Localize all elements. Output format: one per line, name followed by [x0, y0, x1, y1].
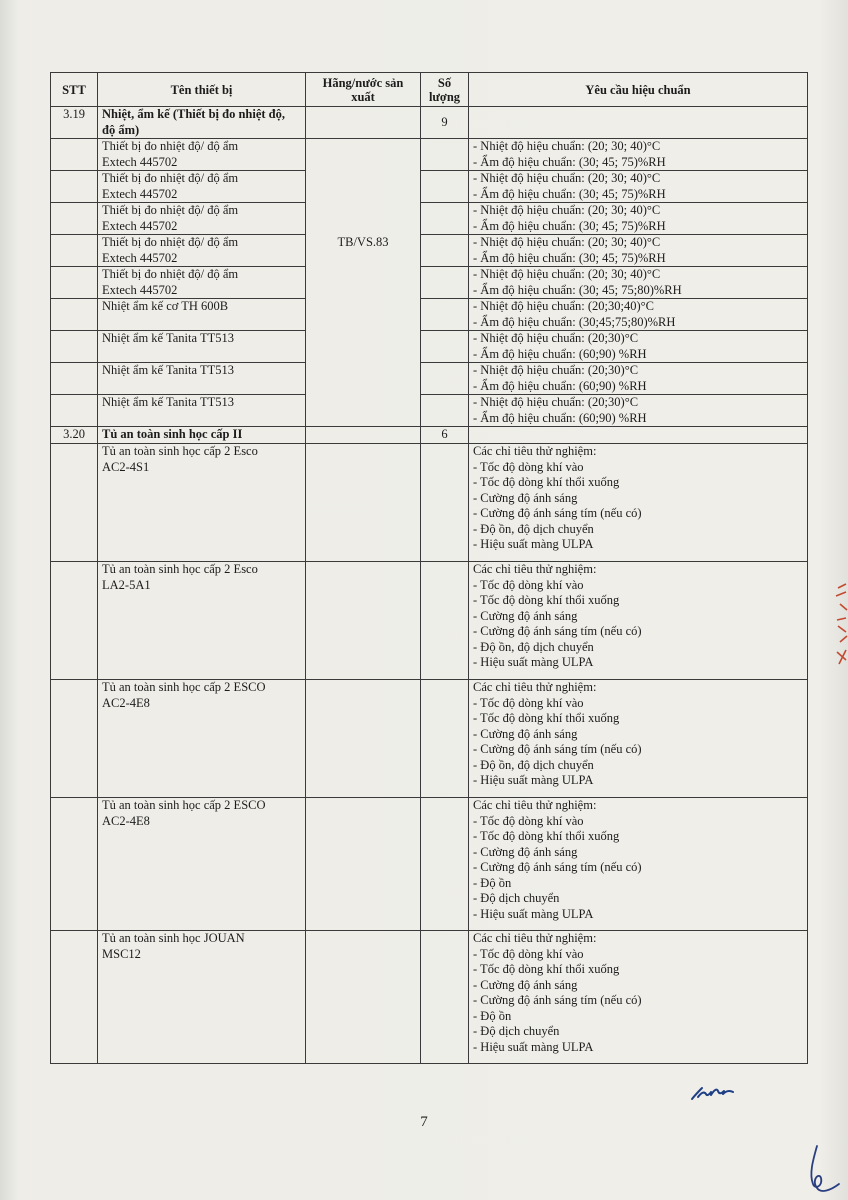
- device-row: [51, 203, 808, 235]
- text-line: Các chỉ tiêu thử nghiệm:: [473, 680, 597, 694]
- text-line: - Độ dịch chuyển: [473, 891, 560, 905]
- device-row: [51, 171, 808, 203]
- device-quantity-cell: [421, 395, 469, 427]
- page-number: 7: [420, 1114, 428, 1130]
- text-line: Extech 445702: [102, 218, 178, 233]
- text-line: - Hiệu suất màng ULPA: [473, 906, 594, 921]
- text-line: Các chỉ tiêu thử nghiệm:: [473, 562, 597, 576]
- text-line: - Độ dịch chuyển: [473, 1024, 560, 1038]
- device-requirements: [469, 235, 808, 267]
- text-line: - Cường độ ánh sáng: [473, 490, 578, 505]
- cabinet-quantity-cell: [421, 680, 469, 798]
- text-line: Các chỉ tiêu thử nghiệm:: [473, 444, 597, 458]
- text-line: - Ẩm độ hiệu chuẩn: (60;90) %RH: [473, 346, 647, 361]
- cabinet-row: [51, 680, 808, 798]
- device-row: [51, 395, 808, 427]
- cabinet-manufacturer-cell: [306, 680, 421, 798]
- text-line: Tủ an toàn sinh học cấp 2 Esco: [102, 444, 258, 458]
- device-requirements: [469, 267, 808, 299]
- device-name: [98, 139, 306, 171]
- text-line: - Cường độ ánh sáng tím (nếu có): [473, 624, 642, 638]
- cabinet-requirements: [469, 931, 808, 1064]
- text-line: Extech 445702: [102, 282, 178, 297]
- text-line: Nhiệt ẩm kế cơ TH 600B: [102, 299, 229, 313]
- corner-signature: [795, 1140, 848, 1200]
- cabinet-manufacturer-cell: [306, 562, 421, 680]
- handwritten-initials: [690, 1082, 738, 1104]
- header-stt: STT: [51, 73, 98, 107]
- cabinet-name: [98, 680, 306, 798]
- device-name: [98, 267, 306, 299]
- calibration-table: [50, 72, 808, 1064]
- cabinet-quantity-cell: [421, 798, 469, 931]
- cabinet-requirements: [469, 680, 808, 798]
- group-quantity: 6: [421, 427, 469, 444]
- group-stt: 3.20: [51, 427, 98, 444]
- device-row: [51, 267, 808, 299]
- text-line: - Cường độ ánh sáng: [473, 608, 578, 623]
- text-line: - Cường độ ánh sáng: [473, 844, 578, 859]
- text-line: - Ẩm độ hiệu chuẩn: (30; 45; 75)%RH: [473, 154, 666, 169]
- text-line: - Tốc độ dòng khí vào: [473, 946, 584, 961]
- text-line: - Ẩm độ hiệu chuẩn: (30; 45; 75)%RH: [473, 218, 666, 233]
- text-line: - Độ ồn: [473, 875, 512, 890]
- text-line: - Cường độ ánh sáng tím (nếu có): [473, 506, 642, 520]
- text-line: LA2-5A1: [102, 577, 151, 592]
- cabinet-name: [98, 798, 306, 931]
- device-name: [98, 203, 306, 235]
- text-line: - Cường độ ánh sáng tím (nếu có): [473, 993, 642, 1007]
- device-quantity-cell: [421, 171, 469, 203]
- text-line: Tủ an toàn sinh học cấp 2 ESCO: [102, 680, 266, 694]
- text-line: - Nhiệt độ hiệu chuẩn: (20; 30; 40)°C: [473, 171, 661, 185]
- group-stt: 3.19: [51, 107, 98, 139]
- text-line: - Độ ồn, độ dịch chuyển: [473, 757, 594, 772]
- device-name: [98, 299, 306, 331]
- text-line: - Tốc độ dòng khí thổi xuống: [473, 829, 620, 843]
- text-line: Các chỉ tiêu thử nghiệm:: [473, 931, 597, 945]
- cabinet-manufacturer-cell: [306, 444, 421, 562]
- text-line: - Nhiệt độ hiệu chuẩn: (20; 30; 40)°C: [473, 139, 661, 153]
- text-line: - Ẩm độ hiệu chuẩn: (60;90) %RH: [473, 410, 647, 425]
- device-quantity-cell: [421, 235, 469, 267]
- cabinet-requirements: [469, 444, 808, 562]
- text-line: Extech 445702: [102, 250, 178, 265]
- group-3-20: [51, 427, 808, 1064]
- device-requirements: [469, 363, 808, 395]
- cabinet-name: [98, 562, 306, 680]
- text-line: - Nhiệt độ hiệu chuẩn: (20;30)°C: [473, 395, 639, 409]
- text-line: - Độ ồn, độ dịch chuyển: [473, 521, 594, 536]
- text-line: - Độ ồn, độ dịch chuyển: [473, 639, 594, 654]
- cabinet-stt-cell: [51, 562, 98, 680]
- device-stt-cell: [51, 139, 98, 171]
- cabinet-stt-cell: [51, 444, 98, 562]
- device-stt-cell: [51, 171, 98, 203]
- text-line: Nhiệt ẩm kế Tanita TT513: [102, 331, 234, 345]
- device-stt-cell: [51, 299, 98, 331]
- text-line: - Nhiệt độ hiệu chuẩn: (20;30)°C: [473, 331, 639, 345]
- group-requirements-cell: [469, 107, 808, 139]
- text-line: AC2-4E8: [102, 695, 150, 710]
- text-line: - Ẩm độ hiệu chuẩn: (30; 45; 75;80)%RH: [473, 282, 682, 297]
- device-quantity-cell: [421, 139, 469, 171]
- device-quantity-cell: [421, 299, 469, 331]
- text-line: Tủ an toàn sinh học cấp 2 ESCO: [102, 798, 266, 812]
- device-quantity-cell: [421, 363, 469, 395]
- cabinet-quantity-cell: [421, 444, 469, 562]
- text-line: AC2-4S1: [102, 459, 150, 474]
- text-line: - Ẩm độ hiệu chuẩn: (30; 45; 75)%RH: [473, 250, 666, 265]
- device-row: [51, 139, 808, 171]
- header-quantity: Số lượng: [421, 73, 469, 107]
- text-line: - Cường độ ánh sáng tím (nếu có): [473, 860, 642, 874]
- text-line: Thiết bị đo nhiệt độ/ độ ẩm: [102, 203, 239, 217]
- cabinet-name: [98, 444, 306, 562]
- text-line: - Tốc độ dòng khí thổi xuống: [473, 711, 620, 725]
- text-line: - Cường độ ánh sáng tím (nếu có): [473, 742, 642, 756]
- text-line: - Tốc độ dòng khí thổi xuống: [473, 593, 620, 607]
- group-title: Nhiệt, ẩm kế (Thiết bị đo nhiệt độ, độ ẩm): [98, 107, 306, 139]
- text-line: - Hiệu suất màng ULPA: [473, 773, 594, 787]
- text-line: - Tốc độ dòng khí thổi xuống: [473, 962, 620, 976]
- text-line: - Hiệu suất màng ULPA: [473, 537, 594, 551]
- text-line: - Ẩm độ hiệu chuẩn: (60;90) %RH: [473, 378, 647, 393]
- group-3-19: [51, 107, 808, 427]
- text-line: - Tốc độ dòng khí vào: [473, 695, 584, 710]
- text-line: AC2-4E8: [102, 813, 150, 828]
- cabinet-quantity-cell: [421, 562, 469, 680]
- device-requirements: [469, 395, 808, 427]
- group-row: [51, 107, 808, 139]
- text-line: - Độ ồn: [473, 1008, 512, 1023]
- cabinet-requirements: [469, 798, 808, 931]
- device-requirements: [469, 139, 808, 171]
- text-line: - Nhiệt độ hiệu chuẩn: (20;30)°C: [473, 363, 639, 377]
- device-name: [98, 331, 306, 363]
- text-line: - Cường độ ánh sáng: [473, 726, 578, 741]
- table-header-row: [51, 73, 808, 107]
- text-line: Nhiệt ẩm kế Tanita TT513: [102, 395, 234, 409]
- cabinet-manufacturer-cell: [306, 798, 421, 931]
- text-line: - Nhiệt độ hiệu chuẩn: (20; 30; 40)°C: [473, 235, 661, 249]
- group-title: Tủ an toàn sinh học cấp II: [98, 427, 306, 444]
- text-line: Nhiệt ẩm kế Tanita TT513: [102, 363, 234, 377]
- text-line: Thiết bị đo nhiệt độ/ độ ẩm: [102, 267, 239, 281]
- device-row: [51, 235, 808, 267]
- device-requirements: [469, 171, 808, 203]
- group-requirements-cell: [469, 427, 808, 444]
- device-stt-cell: [51, 395, 98, 427]
- cabinet-requirements: [469, 562, 808, 680]
- device-row: [51, 331, 808, 363]
- device-stt-cell: [51, 267, 98, 299]
- device-name: [98, 235, 306, 267]
- text-line: - Nhiệt độ hiệu chuẩn: (20; 30; 40)°C: [473, 267, 661, 281]
- header-calibration-requirements: Yêu cầu hiệu chuẩn: [469, 73, 808, 107]
- header-device-name: Tên thiết bị: [98, 73, 306, 107]
- device-stt-cell: [51, 203, 98, 235]
- group-manufacturer-cell: [306, 427, 421, 444]
- device-quantity-cell: [421, 267, 469, 299]
- device-stt-cell: [51, 235, 98, 267]
- text-line: - Ẩm độ hiệu chuẩn: (30;45;75;80)%RH: [473, 314, 676, 329]
- device-requirements: [469, 203, 808, 235]
- device-row: [51, 299, 808, 331]
- text-line: - Ẩm độ hiệu chuẩn: (30; 45; 75)%RH: [473, 186, 666, 201]
- text-line: Extech 445702: [102, 154, 178, 169]
- text-line: Thiết bị đo nhiệt độ/ độ ẩm: [102, 235, 239, 249]
- device-stt-cell: [51, 331, 98, 363]
- text-line: Các chỉ tiêu thử nghiệm:: [473, 798, 597, 812]
- text-line: - Cường độ ánh sáng: [473, 977, 578, 992]
- text-line: Thiết bị đo nhiệt độ/ độ ẩm: [102, 171, 239, 185]
- device-requirements: [469, 299, 808, 331]
- device-name: [98, 171, 306, 203]
- device-name: [98, 395, 306, 427]
- device-stt-cell: [51, 363, 98, 395]
- cabinet-row: [51, 931, 808, 1064]
- device-name: [98, 363, 306, 395]
- text-line: MSC12: [102, 946, 141, 961]
- text-line: - Nhiệt độ hiệu chuẩn: (20;30;40)°C: [473, 299, 655, 313]
- cabinet-stt-cell: [51, 798, 98, 931]
- text-line: Thiết bị đo nhiệt độ/ độ ẩm: [102, 139, 239, 153]
- cabinet-row: [51, 798, 808, 931]
- text-line: - Hiệu suất màng ULPA: [473, 1039, 594, 1054]
- text-line: - Tốc độ dòng khí thổi xuống: [473, 475, 620, 489]
- text-line: Tủ an toàn sinh học cấp 2 Esco: [102, 562, 258, 576]
- device-row: [51, 363, 808, 395]
- cabinet-row: [51, 444, 808, 562]
- cabinet-manufacturer-cell: [306, 931, 421, 1064]
- device-manufacturer: TB/VS.83: [306, 139, 421, 427]
- red-seal-edge: [828, 580, 848, 670]
- device-quantity-cell: [421, 331, 469, 363]
- group-quantity: 9: [421, 107, 469, 139]
- text-line: - Nhiệt độ hiệu chuẩn: (20; 30; 40)°C: [473, 203, 661, 217]
- device-requirements: [469, 331, 808, 363]
- text-line: - Hiệu suất màng ULPA: [473, 655, 594, 669]
- text-line: - Tốc độ dòng khí vào: [473, 813, 584, 828]
- cabinet-name: [98, 931, 306, 1064]
- text-line: - Tốc độ dòng khí vào: [473, 459, 584, 474]
- device-quantity-cell: [421, 203, 469, 235]
- text-line: - Tốc độ dòng khí vào: [473, 577, 584, 592]
- cabinet-row: [51, 562, 808, 680]
- cabinet-quantity-cell: [421, 931, 469, 1064]
- group-manufacturer-cell: [306, 107, 421, 139]
- text-line: Extech 445702: [102, 186, 178, 201]
- group-row: [51, 427, 808, 444]
- header-manufacturer: Hãng/nước sản xuất: [306, 73, 421, 107]
- cabinet-stt-cell: [51, 931, 98, 1064]
- cabinet-stt-cell: [51, 680, 98, 798]
- text-line: Tủ an toàn sinh học JOUAN: [102, 931, 245, 945]
